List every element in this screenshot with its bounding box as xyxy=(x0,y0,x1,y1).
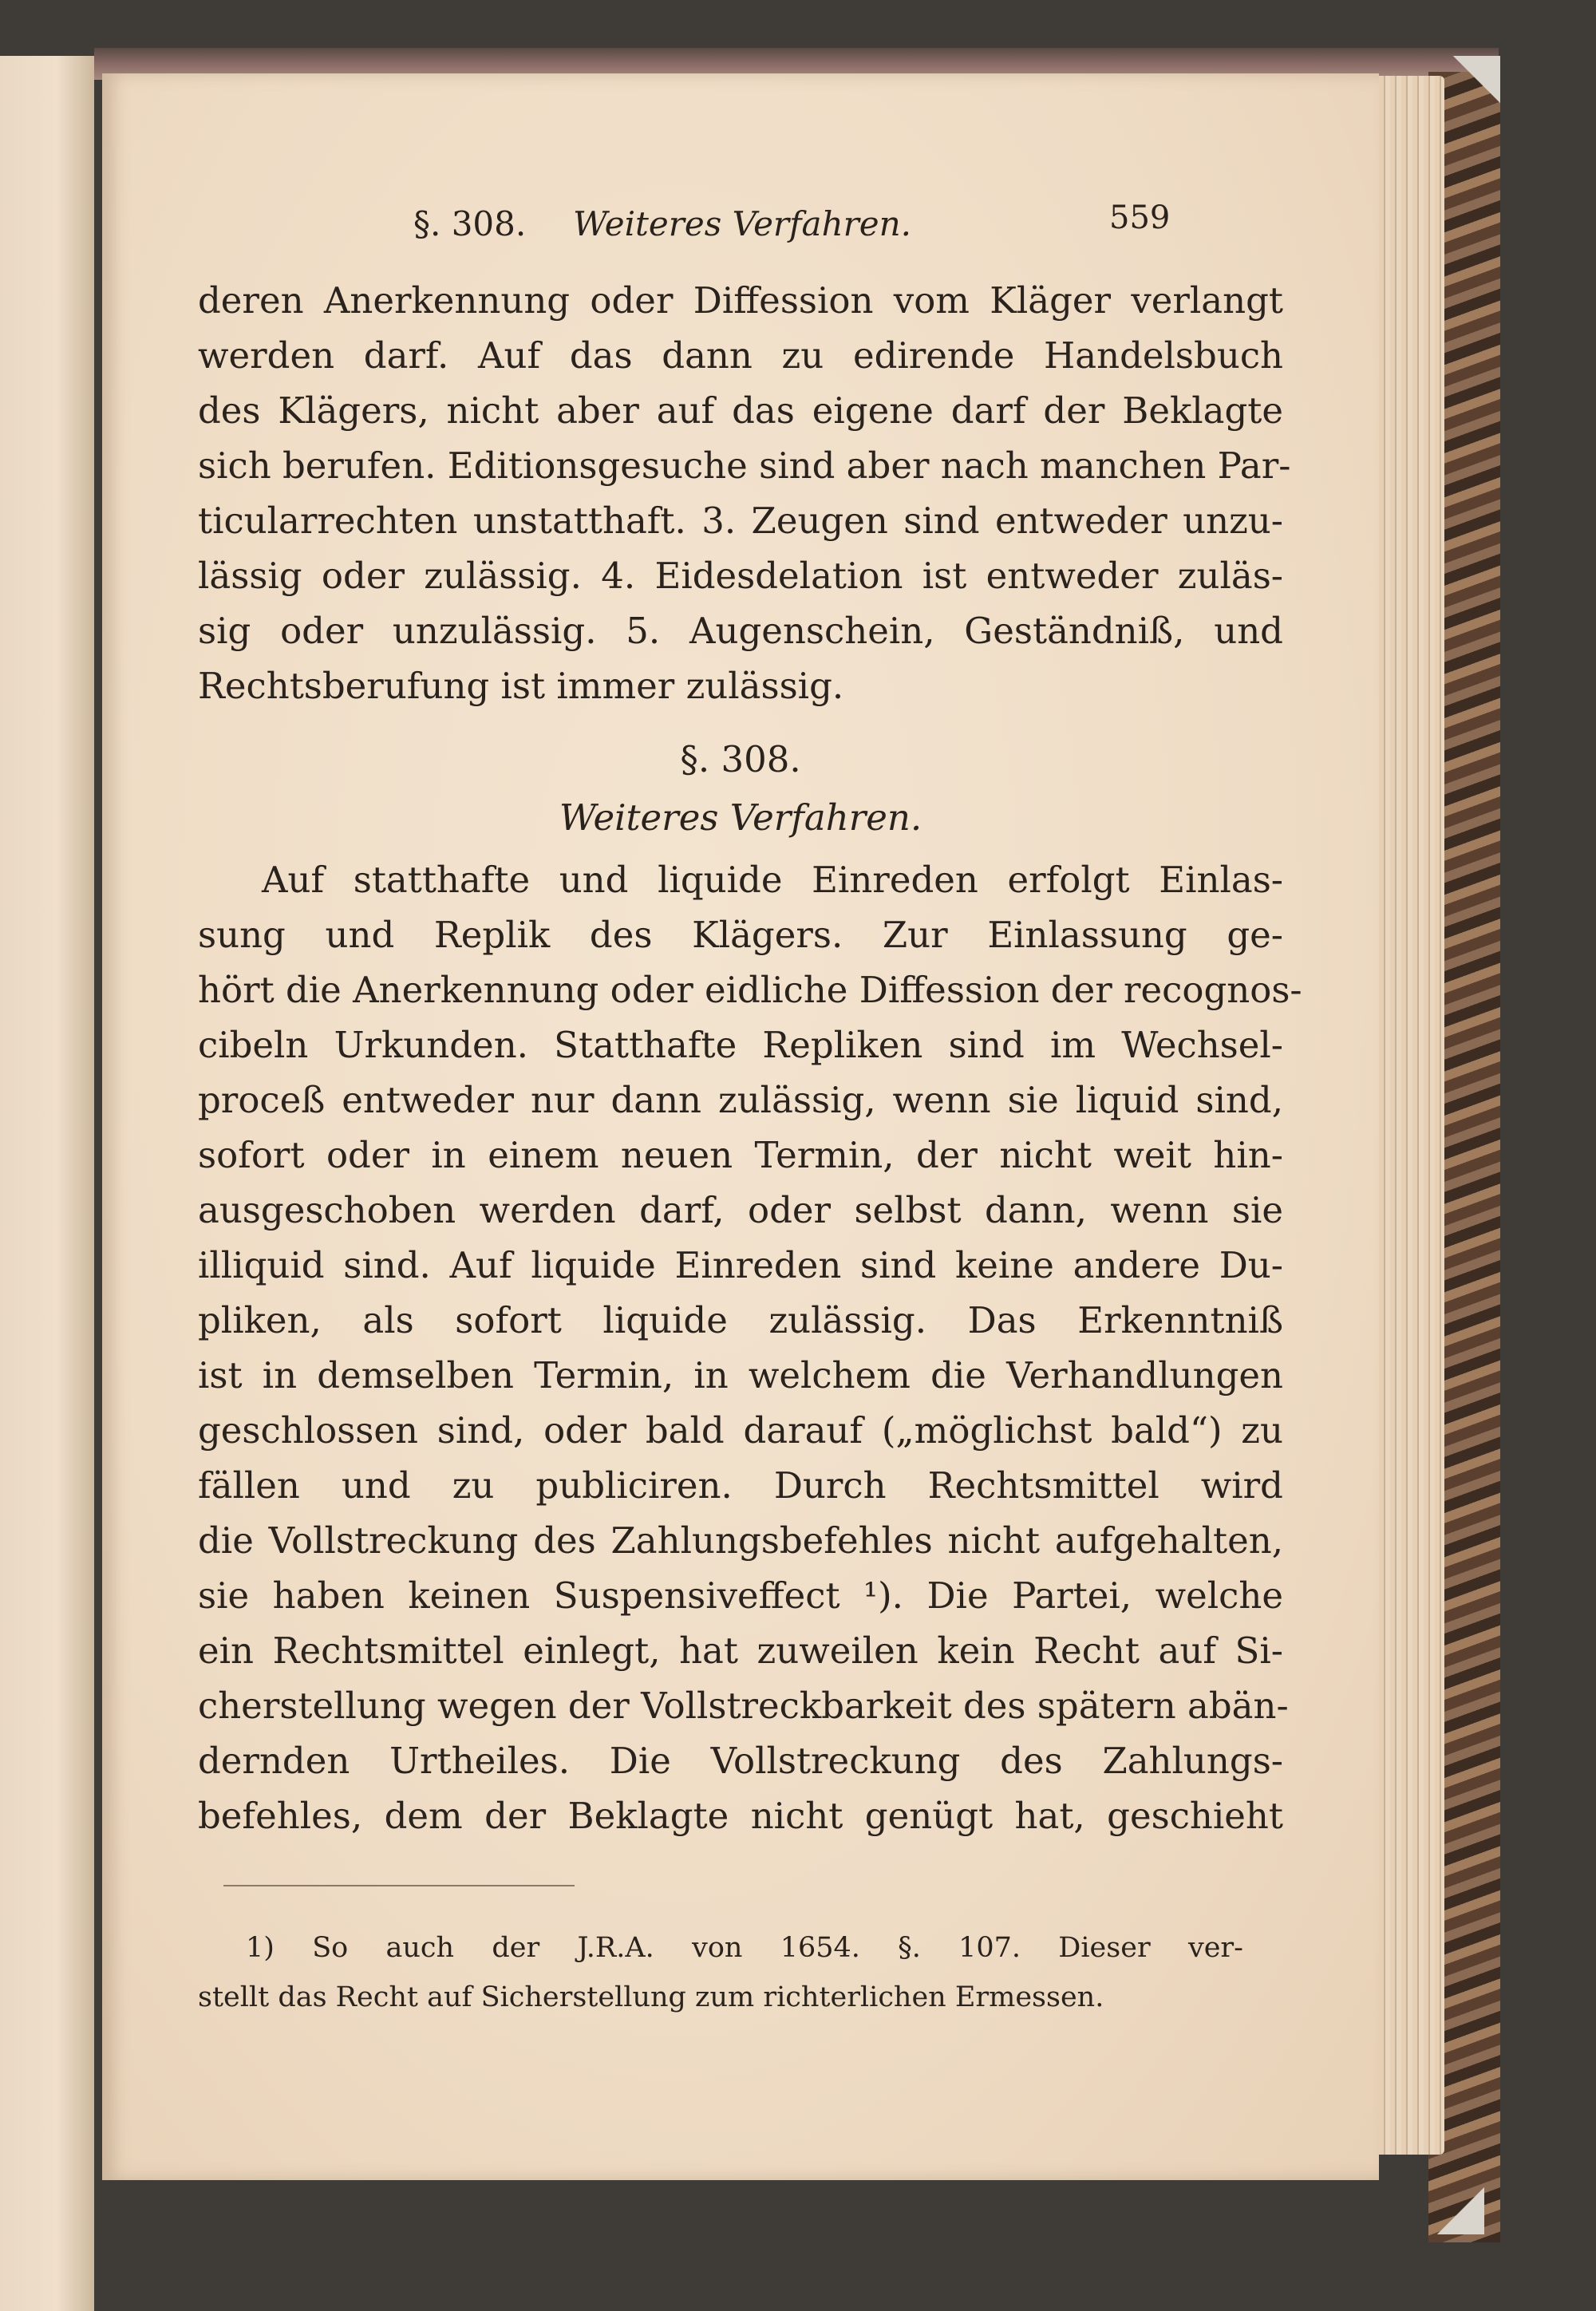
footnote-line: 1) So auch der J.R.A. von 1654. §. 107. Dieser ver- xyxy=(246,1932,1243,1964)
text-line: sofort oder in einem neuen Termin, der nicht weit hin- xyxy=(198,1134,1283,1176)
text-line: Auf statthafte und liquide Einreden erfolgt Einlas- xyxy=(262,859,1283,901)
header-section-number: §. 308. xyxy=(413,204,527,243)
text-line: ein Rechtsmittel einlegt, hat zuweilen kein Recht auf Si- xyxy=(198,1630,1283,1672)
text-line: Rechtsberufung ist immer zulässig. xyxy=(198,665,844,707)
footnotes xyxy=(198,1923,1243,2022)
footnote-line: stellt das Recht auf Sicherstellung zum richterlichen Ermessen. xyxy=(198,1981,1104,2013)
page-body xyxy=(198,273,1302,1843)
text-line: hört die Anerkennung oder eidliche Diffession der recognos- xyxy=(198,969,1302,1011)
text-line: ist in demselben Termin, in welchem die Verhandlungen xyxy=(198,1354,1283,1396)
facing-page-edge xyxy=(0,56,94,2311)
text-line: illiquid sind. Auf liquide Einreden sind keine andere Du- xyxy=(198,1244,1283,1286)
page-number: 559 xyxy=(1109,199,1171,236)
cover-corner-bottom xyxy=(1436,2179,1484,2234)
text-line: proceß entweder nur dann zulässig, wenn sie liquid sind, xyxy=(198,1079,1283,1121)
book-page xyxy=(102,73,1379,2180)
text-line: sung und Replik des Klägers. Zur Einlassung ge- xyxy=(198,914,1283,956)
text-line: werden darf. Auf das dann zu edirende Handelsbuch xyxy=(198,334,1283,377)
section-number: §. 308. xyxy=(680,738,801,780)
cover-corner-top xyxy=(1452,56,1500,112)
text-line: ausgeschoben werden darf, oder selbst dann, wenn sie xyxy=(198,1189,1283,1231)
text-line: des Klägers, nicht aber auf das eigene darf der Beklagte xyxy=(198,389,1283,432)
section-title: Weiteres Verfahren. xyxy=(559,796,922,839)
text-line: geschlossen sind, oder bald darauf („möglichst bald“) zu xyxy=(198,1409,1283,1452)
text-line: die Vollstreckung des Zahlungsbefehles nicht aufgehalten, xyxy=(198,1519,1283,1562)
running-header xyxy=(102,193,1379,257)
text-line: ticularrechten unstatthaft. 3. Zeugen sind entweder unzu- xyxy=(198,500,1283,542)
header-title: Weiteres Verfahren. xyxy=(573,204,911,243)
text-line: sich berufen. Editionsgesuche sind aber nach manchen Par- xyxy=(198,444,1291,487)
text-line: cibeln Urkunden. Statthafte Repliken sind im Wechsel- xyxy=(198,1024,1283,1066)
text-line: lässig oder zulässig. 4. Eidesdelation ist entweder zuläs- xyxy=(198,555,1283,597)
text-line: pliken, als sofort liquide zulässig. Das Erkenntniß xyxy=(198,1299,1283,1341)
text-line: fällen und zu publiciren. Durch Rechtsmittel wird xyxy=(198,1464,1283,1507)
text-line: befehles, dem der Beklagte nicht genügt hat, geschieht xyxy=(198,1795,1283,1837)
footnote-divider xyxy=(223,1885,575,1886)
text-line: sie haben keinen Suspensiveffect ¹). Die Partei, welche xyxy=(198,1574,1283,1617)
text-line: dernden Urtheiles. Die Vollstreckung des Zahlungs- xyxy=(198,1740,1283,1782)
text-line: cherstellung wegen der Vollstreckbarkeit des spätern abän- xyxy=(198,1685,1289,1727)
text-line: sig oder unzulässig. 5. Augenschein, Geständniß, und xyxy=(198,610,1283,652)
text-line: deren Anerkennung oder Diffession vom Kläger verlangt xyxy=(198,279,1283,322)
